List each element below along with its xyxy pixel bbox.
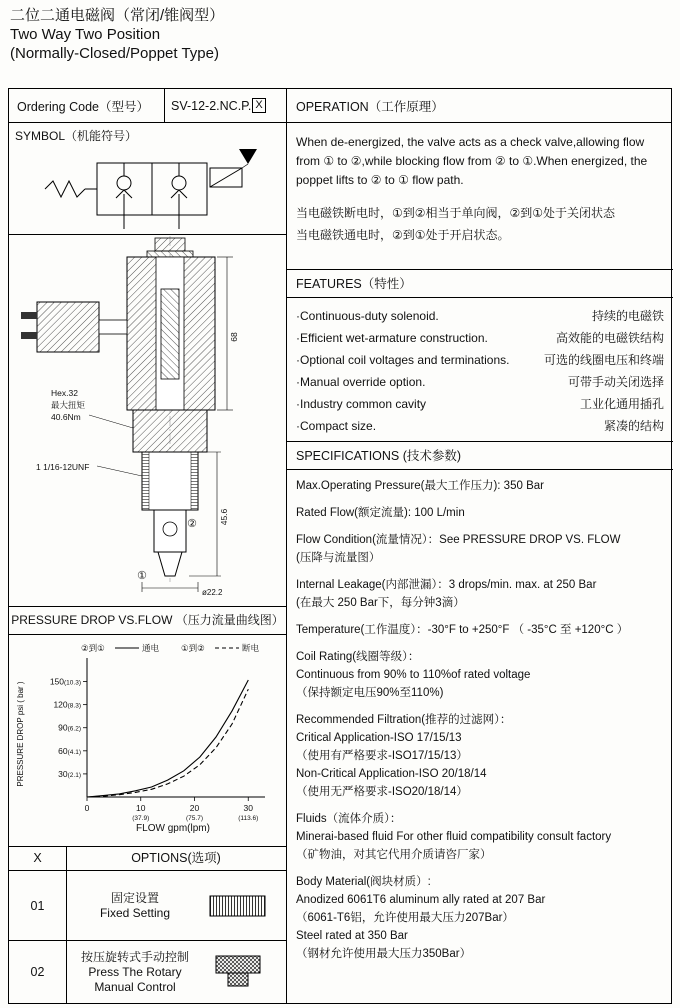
option-line: 按压旋转式手动控制 bbox=[80, 949, 189, 964]
y-tick-label: 120(8.3) bbox=[53, 699, 81, 710]
spec-line: （使用无严格要求-ISO20/18/14） bbox=[296, 786, 468, 798]
ordering-code-label: Ordering Code（型号） bbox=[17, 99, 149, 114]
spec-line: Recommended Filtration(推荐的过滤网）： bbox=[296, 714, 512, 726]
feature-text-cn: 紧凑的结构 bbox=[603, 419, 664, 433]
options-column-header-label: OPTIONS(选项) bbox=[131, 851, 221, 865]
curve-energized bbox=[87, 680, 248, 797]
feature-item bbox=[296, 305, 664, 327]
hex-body bbox=[133, 410, 207, 452]
fixed-setting-icon bbox=[209, 894, 267, 918]
spec-line: Steel rated at 350 Bar bbox=[296, 930, 408, 942]
legend-prefix: ①到② bbox=[181, 643, 205, 653]
feature-item bbox=[296, 393, 664, 415]
page-title-cn: 二位二通电磁阀（常闭/锥阀型） bbox=[10, 7, 225, 24]
option-line: Fixed Setting bbox=[99, 905, 171, 920]
dimension-dia-label: ø22.2 bbox=[202, 588, 223, 597]
feature-item bbox=[296, 349, 664, 371]
spec-line: Fluids（流体介质）： bbox=[296, 813, 402, 825]
rotary-knob-icon bbox=[209, 954, 267, 990]
option-description bbox=[66, 871, 204, 940]
spec-paragraph bbox=[296, 531, 670, 567]
spec-paragraph bbox=[296, 711, 670, 801]
option-row-01 bbox=[9, 871, 286, 940]
leader-line bbox=[97, 466, 142, 476]
spring-symbol bbox=[45, 181, 85, 197]
threaded-section bbox=[142, 452, 198, 510]
spec-line: （钢材允许使用最大压力350Bar） bbox=[296, 948, 472, 960]
page-title-en-1: Two Way Two Position bbox=[10, 26, 161, 43]
legend-label: 通电 bbox=[142, 643, 160, 653]
connector-pin bbox=[21, 312, 37, 319]
datasheet-table bbox=[8, 88, 672, 1004]
feature-text-en: ·Manual override option. bbox=[296, 375, 426, 389]
operation-text-cn-line: 当电磁铁通电时，②到①处于开启状态。 bbox=[296, 228, 510, 242]
row-divider bbox=[286, 297, 673, 298]
option-line: 固定设置 bbox=[110, 890, 159, 905]
y-tick-label: 30(2.1) bbox=[58, 768, 81, 779]
x-axis-label: FLOW gpm(lpm) bbox=[136, 823, 210, 834]
operation-text-cn-line: 当电磁铁断电时，①到②相当于单向阀，②到①处于关闭状态 bbox=[296, 206, 616, 220]
page-title-en-2: (Normally-Closed/Poppet Type) bbox=[10, 45, 219, 62]
spec-paragraph bbox=[296, 873, 670, 963]
feature-text-cn: 可选的线圈电压和终端 bbox=[543, 353, 664, 367]
feature-text-en: ·Continuous-duty solenoid. bbox=[296, 309, 439, 323]
option-number: 01 bbox=[30, 898, 45, 913]
feature-item bbox=[296, 327, 664, 349]
spec-line: Anodized 6061T6 aluminum ally rated at 207 Bar bbox=[296, 894, 546, 906]
x-tick-label: 10 bbox=[136, 803, 146, 813]
feature-item bbox=[296, 371, 664, 393]
max-torque-label-cn: 最大扭矩 bbox=[51, 400, 86, 410]
port-2-label: ② bbox=[187, 518, 197, 530]
feature-text-en: ·Industry common cavity bbox=[296, 397, 427, 411]
option-number: 02 bbox=[30, 965, 45, 979]
operation-text-cn bbox=[296, 202, 668, 246]
spec-line: Critical Application-ISO 17/15/13 bbox=[296, 732, 462, 744]
x-tick-label: 30 bbox=[243, 803, 253, 813]
retaining-nut bbox=[155, 238, 185, 251]
operation-section-title: OPERATION（工作原理） bbox=[296, 99, 444, 114]
features-section-title: FEATURES（特性） bbox=[296, 277, 412, 291]
pressure-drop-section-title: PRESSURE DROP VS.FLOW （压力流量曲线图） bbox=[11, 613, 284, 627]
spec-line: （6061-T6铝，允许使用最大压力207Bar） bbox=[296, 912, 514, 924]
leader-line bbox=[89, 415, 133, 428]
option-row-02 bbox=[9, 941, 286, 1003]
ordering-code-value bbox=[171, 89, 266, 122]
option-line: Press The Rotary bbox=[88, 964, 182, 979]
x-tick-label: 0 bbox=[84, 803, 90, 813]
spec-paragraph bbox=[296, 504, 670, 522]
dimension-68-label: 68 bbox=[229, 332, 239, 342]
poppet-nose bbox=[158, 552, 182, 576]
operation-text bbox=[296, 133, 668, 246]
connector-neck bbox=[99, 320, 127, 334]
legend-label: 断电 bbox=[242, 643, 260, 653]
spec-paragraph bbox=[296, 621, 670, 639]
feature-text-cn: 可带手动关闭选择 bbox=[567, 375, 664, 389]
spec-line: Flow Condition(流量情况）：See PRESSURE DROP VS. FLOW bbox=[296, 534, 621, 546]
option-description bbox=[66, 941, 204, 1003]
spec-paragraph bbox=[296, 576, 670, 612]
spec-paragraph bbox=[296, 810, 670, 864]
spec-line: Rated Flow(额定流量): 100 L/min bbox=[296, 507, 465, 519]
symbol-section-label: SYMBOL（机能符号） bbox=[15, 129, 138, 143]
spec-line: Continuous from 90% to 110%of rated voltage bbox=[296, 669, 531, 681]
ordering-code-x-box: X bbox=[252, 98, 265, 113]
check-ball-symbol bbox=[172, 176, 186, 190]
option-line: Manual Control bbox=[94, 979, 176, 994]
port-1-label: ① bbox=[137, 570, 147, 582]
valve-cross-section-drawing bbox=[9, 234, 286, 606]
feature-text-en: ·Optional coil voltages and terminations. bbox=[296, 353, 510, 367]
spec-paragraph bbox=[296, 477, 670, 495]
spec-line: Max.Operating Pressure(最大工作压力): 350 Bar bbox=[296, 480, 544, 492]
spec-line: （使用有严格要求-ISO17/15/13） bbox=[296, 750, 468, 762]
specifications-list bbox=[296, 477, 670, 972]
x-tick-label: 20 bbox=[189, 803, 200, 813]
operation-text-en: When de-energized, the valve acts as a check valve,allowing flow from ① to ②,while blocking flow from ② to ①.When energized, the poppet lifts to ② to ① flow path. bbox=[296, 135, 648, 187]
hydraulic-symbol-drawing bbox=[27, 141, 267, 231]
row-divider bbox=[286, 469, 673, 470]
feature-text-cn: 高效能的电磁铁结构 bbox=[555, 331, 664, 345]
feature-text-cn: 持续的电磁铁 bbox=[591, 309, 664, 323]
options-column-header-x: X bbox=[33, 851, 42, 865]
y-axis-label: PRESSURE DROP psi ( bar ) bbox=[16, 681, 25, 787]
features-list bbox=[296, 305, 664, 437]
spec-line: Coil Rating(线圈等级）： bbox=[296, 651, 420, 663]
connector-pin bbox=[21, 332, 37, 339]
ordering-code-prefix: SV-12-2.NC.P. bbox=[171, 98, 252, 113]
thread-lines bbox=[191, 452, 198, 510]
thread-spec-label: 1 1/16-12UNF bbox=[36, 462, 90, 472]
x-tick-sublabel: (37.9) bbox=[132, 815, 150, 822]
check-ball-symbol bbox=[117, 176, 131, 190]
spec-line: （矿物油，对其它代用介质请咨厂家） bbox=[296, 849, 492, 861]
ordering-cell-divider bbox=[164, 89, 165, 122]
washer bbox=[147, 251, 193, 257]
specifications-section-title: SPECIFICATIONS (技术参数) bbox=[296, 449, 462, 463]
row-divider bbox=[9, 122, 671, 123]
side-port-hole bbox=[163, 522, 177, 536]
pressure-drop-chart bbox=[9, 634, 286, 846]
spec-line: (在最大 250 Bar下，每分钟3滴） bbox=[296, 597, 465, 609]
spec-line: (压降与流量图） bbox=[296, 552, 381, 564]
page-header bbox=[10, 6, 224, 63]
electrical-connector bbox=[37, 302, 99, 352]
y-tick-label: 60(4.1) bbox=[58, 745, 81, 756]
spec-line: Minerai-based fluid For other fluid compatibility consult factory bbox=[296, 831, 612, 843]
main-column-divider bbox=[286, 89, 287, 1003]
hex-size-label: Hex.32 bbox=[51, 388, 78, 398]
feature-text-en: ·Compact size. bbox=[296, 419, 377, 433]
x-tick-sublabel: (75.7) bbox=[186, 815, 203, 822]
feature-text-en: ·Efficient wet-armature construction. bbox=[296, 331, 488, 345]
solenoid-arrow bbox=[239, 149, 257, 164]
spec-line: Internal Leakage(内部泄漏）：3 drops/min. max. at 250 Bar bbox=[296, 579, 597, 591]
dimension-45-6-label: 45.6 bbox=[219, 508, 229, 526]
feature-text-cn: 工业化通用插孔 bbox=[579, 397, 664, 411]
spec-line: Body Material(阀块材质）: bbox=[296, 876, 431, 888]
spec-paragraph bbox=[296, 648, 670, 702]
x-tick-sublabel: (113.6) bbox=[238, 815, 259, 822]
spec-line: （保持额定电压90%至110%) bbox=[296, 687, 444, 699]
spec-line: Temperature(工作温度）：-30°F to +250°F （ -35°C 至 +120°C ） bbox=[296, 624, 629, 636]
armature bbox=[161, 289, 179, 379]
thread-lines bbox=[142, 452, 149, 510]
legend-prefix: ②到① bbox=[81, 643, 105, 653]
feature-item bbox=[296, 415, 664, 437]
y-tick-label: 90(6.2) bbox=[58, 722, 81, 733]
max-torque-value: 40.6Nm bbox=[51, 412, 81, 422]
y-tick-label: 150(10.3) bbox=[49, 676, 81, 687]
curve-de-energized bbox=[87, 689, 248, 797]
spec-line: Non-Critical Application-ISO 20/18/14 bbox=[296, 768, 487, 780]
